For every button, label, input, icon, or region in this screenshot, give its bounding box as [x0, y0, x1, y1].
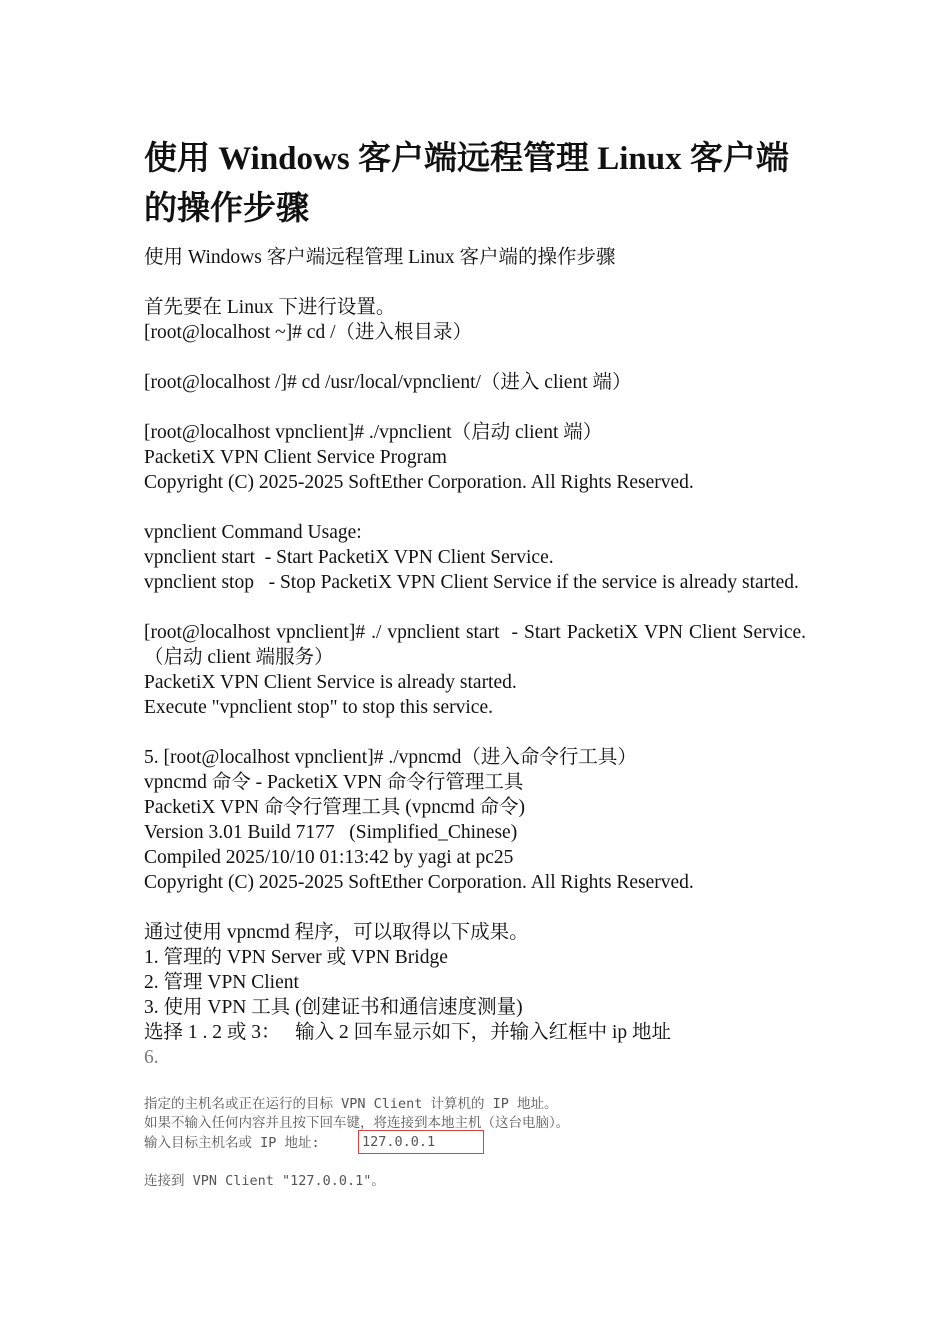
usage-start-line: vpnclient start - Start PacketiX VPN Client Service.	[144, 547, 554, 568]
paragraph-gap	[144, 270, 806, 295]
command-line-vpncmd: 5. [root@localhost vpnclient]# ./vpncmd（进入命令行工具）	[144, 747, 637, 768]
output-line-execute-stop: Execute "vpnclient stop" to stop this service.	[144, 697, 493, 718]
paragraph-gap	[144, 495, 806, 520]
console-ip-value: 127.0.0.1	[362, 1134, 436, 1150]
output-line-program-name: PacketiX VPN Client Service Program	[144, 447, 447, 468]
console-line-hint: 指定的主机名或正在运行的目标 VPN Client 计算机的 IP 地址。	[144, 1096, 558, 1112]
selection-instruction: 选择 1 . 2 或 3： 输入 2 回车显示如下，并输入红框中 ip 地址	[144, 1022, 672, 1043]
subtitle-paragraph: 使用 Windows 客户端远程管理 Linux 客户端的操作步骤	[144, 247, 616, 268]
setup-intro-line: 首先要在 Linux 下进行设置。	[144, 297, 396, 318]
output-line-already-started: PacketiX VPN Client Service is already started.	[144, 672, 517, 693]
output-line-compiled: Compiled 2025/10/10 01:13:42 by yagi at pc25	[144, 847, 514, 868]
capability-item-1: 1. 管理的 VPN Server 或 VPN Bridge	[144, 947, 448, 968]
output-line-vpncmd-title: vpncmd 命令 - PacketiX VPN 命令行管理工具	[144, 772, 524, 793]
command-line-start-vpnclient: [root@localhost vpnclient]# ./vpnclient（启动 client 端）	[144, 422, 603, 443]
capability-item-2: 2. 管理 VPN Client	[144, 972, 299, 993]
paragraph-gap	[144, 895, 806, 920]
usage-stop-line: vpnclient stop - Stop PacketiX VPN Client Service if the service is already started.	[144, 572, 799, 593]
command-line-cd-root: [root@localhost ~]# cd /（进入根目录）	[144, 322, 473, 343]
output-line-copyright: Copyright (C) 2025-2025 SoftEther Corporation. All Rights Reserved.	[144, 472, 694, 493]
embedded-console-screenshot	[144, 1092, 704, 1192]
console-line-connecting: 连接到 VPN Client "127.0.0.1"。	[144, 1173, 385, 1189]
paragraph-gap	[144, 345, 806, 370]
document-title: 使用 Windows 客户端远程管理 Linux 客户端的操作步骤	[144, 141, 789, 227]
capability-item-3: 3. 使用 VPN 工具 (创建证书和通信速度测量)	[144, 997, 523, 1018]
output-line-version: Version 3.01 Build 7177 (Simplified_Chinese)	[144, 822, 518, 843]
vpncmd-capabilities-intro: 通过使用 vpncmd 程序，可以取得以下成果。	[144, 922, 529, 943]
paragraph-gap	[144, 720, 806, 745]
step-number-6: 6.	[144, 1047, 159, 1068]
output-line-copyright-2: Copyright (C) 2025-2025 SoftEther Corporation. All Rights Reserved.	[144, 872, 694, 893]
document-body	[144, 245, 806, 1070]
usage-heading: vpnclient Command Usage:	[144, 522, 362, 543]
command-line-cd-vpnclient: [root@localhost /]# cd /usr/local/vpnclient/（进入 client 端）	[144, 372, 632, 393]
paragraph-gap	[144, 595, 806, 620]
console-line-prompt: 输入目标主机名或 IP 地址:	[144, 1135, 320, 1151]
console-line-default-host: 如果不输入任何内容并且按下回车键，将连接到本地主机（这台电脑）。	[144, 1115, 570, 1131]
paragraph-gap	[144, 395, 806, 420]
output-line-vpncmd-tool: PacketiX VPN 命令行管理工具 (vpncmd 命令)	[144, 797, 525, 818]
command-line-vpnclient-start: [root@localhost vpnclient]# ./ vpnclient start - Start PacketiX VPN Client Service.（启动 client 端服务）	[144, 622, 806, 668]
